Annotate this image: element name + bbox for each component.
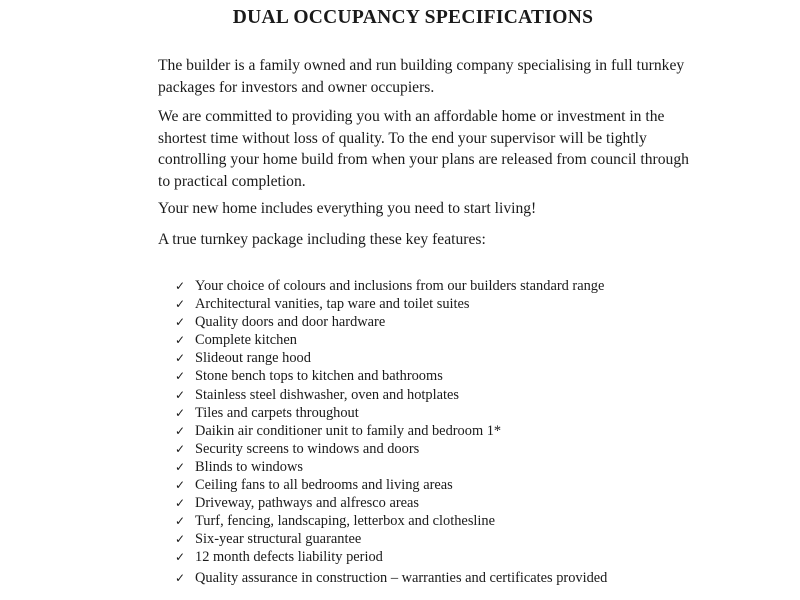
feature-label: Slideout range hood [195, 350, 311, 367]
check-icon: ✓ [175, 423, 186, 438]
feature-item [175, 386, 607, 404]
feature-label: Tiles and carpets throughout [195, 404, 359, 421]
commitment-line: controlling your home build from when your plans are released from council through [158, 151, 689, 168]
feature-label: Your choice of colours and inclusions from our builders standard range [195, 278, 605, 294]
intro-line: packages for investors and owner occupiers. [158, 78, 435, 96]
feature-label: Turf, fencing, landscaping, letterbox and clothesline [195, 513, 495, 530]
check-icon: ✓ [175, 478, 186, 493]
feature-item [175, 277, 607, 295]
check-icon: ✓ [175, 496, 186, 511]
check-icon: ✓ [175, 387, 186, 402]
feature-item [175, 530, 607, 548]
check-icon: ✓ [175, 279, 186, 293]
commitment-line: to practical completion. [158, 172, 306, 190]
feature-item [175, 313, 607, 331]
feature-item [175, 349, 607, 367]
check-icon: ✓ [175, 333, 186, 348]
feature-label: Six-year structural guarantee [195, 531, 362, 548]
feature-item [175, 512, 607, 530]
check-icon: ✓ [175, 459, 186, 474]
check-icon: ✓ [175, 532, 186, 547]
check-icon: ✓ [175, 351, 186, 366]
check-icon: ✓ [175, 369, 186, 384]
check-icon: ✓ [175, 550, 186, 565]
commitment-line: shortest time without loss of quality. To the end your supervisor will be tightly [158, 129, 647, 147]
feature-list [175, 277, 607, 587]
feature-label: Daikin air conditioner unit to family and bedroom 1* [195, 422, 502, 439]
check-icon: ✓ [175, 297, 186, 312]
feature-label: Driveway, pathways and alfresco areas [195, 495, 420, 512]
feature-item [175, 548, 607, 566]
feature-label: Complete kitchen [195, 332, 297, 349]
feature-label: 12 month defects liability period [195, 549, 383, 566]
check-icon: ✓ [175, 405, 186, 420]
feature-item [175, 458, 607, 476]
intro-paragraph [158, 55, 685, 98]
check-icon: ✓ [175, 570, 186, 585]
check-icon: ✓ [175, 514, 186, 529]
feature-label: Blinds to windows [195, 458, 303, 475]
feature-label: Stainless steel dishwasher, oven and hotplates [195, 386, 459, 403]
check-icon: ✓ [175, 441, 186, 456]
feature-label: Ceiling fans to all bedrooms and living areas [195, 477, 453, 494]
feature-item [175, 367, 607, 385]
intro-line: The builder is a family owned and run building company specialising in full turnkey [158, 57, 685, 74]
feature-label: Stone bench tops to kitchen and bathrooms [195, 368, 443, 385]
turnkey-intro: A true turnkey package including these key features: [158, 231, 486, 248]
document-title: DUAL OCCUPANCY SPECIFICATIONS [232, 7, 594, 28]
feature-label: Quality doors and door hardware [195, 314, 386, 331]
everything-paragraph: Your new home includes everything you need to start living! [158, 200, 537, 217]
feature-item [175, 404, 607, 422]
feature-item [175, 295, 607, 313]
feature-label: Security screens to windows and doors [195, 440, 420, 457]
feature-label: Quality assurance in construction – warranties and certificates provided [195, 569, 608, 586]
feature-label: Architectural vanities, tap ware and toilet suites [195, 296, 470, 313]
check-icon: ✓ [175, 315, 186, 330]
commitment-paragraph [158, 106, 689, 192]
feature-item [175, 569, 607, 587]
feature-item [175, 331, 607, 349]
commitment-line: We are committed to providing you with an affordable home or investment in the [158, 108, 665, 125]
feature-item [175, 494, 607, 512]
feature-item [175, 422, 607, 440]
feature-item [175, 440, 607, 458]
feature-item [175, 476, 607, 494]
